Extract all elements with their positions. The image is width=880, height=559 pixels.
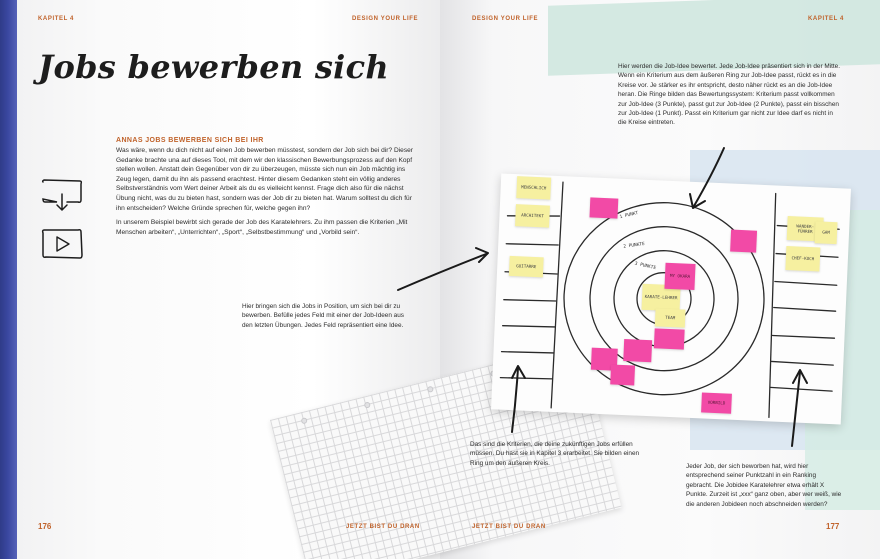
footer-run-right: JETZT BIST DU DRAN: [472, 524, 546, 530]
page-number-right: 177: [826, 522, 840, 531]
sticky-note-criterion: MY OKARA: [664, 263, 695, 290]
section-heading: ANNAS JOBS BEWERBEN SICH BEI IHR: [116, 137, 264, 144]
arrow-to-center: [694, 148, 724, 206]
body-paragraph: In unserem Beispiel bewirbt sich gerade der Job des Karatelehrers. Zu ihm passen die Kriterien „Mit Menschen arbeiten“, „Unterrichten“, „Sport“, „Selbstbestimmung“ und „Vorbild sein“.: [116, 219, 408, 236]
footer-run-left: JETZT BIST DU DRAN: [346, 524, 420, 530]
page-title: Jobs bewerben sich: [38, 48, 389, 86]
running-head-chapter-right: KAPITEL 4: [808, 16, 844, 22]
body-paragraph: Was wäre, wenn du dich nicht auf einen Job bewerben müsstest, sondern der Job sich bei dir? Dieser Gedanke brachte una auf dieses Tool, mit dem wir den klassischen Bewerbungsprozess auf den Kopf stellen wollen. Anstatt dein Gegenüber von dir zu überzeugen, müsste sich nun ein Job mächtig ins Zeug legen, damit du ihn als passend erachtest. Hinter diesem Gedanken steht ein völlig anderes Selbstverständnis vom Wert deiner Arbeit als du es vielleicht kennst. Frage dich also für die nächst Übung nicht, was du zu bieten hast, sondern was der Job dir zu bieten hat. Warum solltest du dich für ihn entscheiden? Welche Gründe sprechen für, welche gegen ihn?: [116, 147, 413, 212]
ring-label: 3 PUNKTE: [634, 261, 657, 272]
sticky-note-job: WANDER-FÜHRER: [787, 216, 824, 242]
caption-ranking: Jeder Job, der sich beworben hat, wird hier entsprechend seiner Punktzahl in ein Ranking gebracht. Die Jobidee Karatelehrer etwa erhält X Punkte. Zurzeit ist „xxx“ ganz oben, aber wer weiß, wie die anderen Jobideen noch abschneiden werden?: [686, 463, 842, 508]
running-head-chapter-left: KAPITEL 4: [38, 16, 74, 22]
sticky-note-job: CHEF-KOCH: [785, 246, 820, 271]
sticky-note-criterion: TEAM: [655, 308, 686, 327]
sticky-note-criterion: VORBILD: [701, 392, 732, 413]
caption-criteria: Das sind die Kriterien, die deine zukünftigen Jobs erfüllen müssen. Du hast sie in Kapitel 3 erarbeitet. Sie bilden einen Ring um den äußeren Kreis.: [470, 441, 640, 467]
arrow-to-left-column: [398, 254, 486, 290]
sticky-note-job: GAM: [815, 221, 838, 244]
sticky-note-criterion: ARCHITEKT: [515, 204, 550, 227]
sticky-note-criterion: GUITARRE: [509, 256, 544, 277]
sticky-note-job-idea: KARATE-LEHRER: [642, 284, 681, 312]
caption-evaluation: Hier werden die Job-Idee bewertet. Jede Job-Idee präsentiert sich in der Mitte. Wenn ein Kriterium aus dem äußeren Ring zur Job-Idee passt, rückt es in die Kreise vor. Je stärker es ihr entspricht, desto näher rückt es an die Job-Idee heran. Die Ringe bilden das Bewertungssystem: Kriterium passt vollkommen zur Job-Idee (3 Punkte), passt gut zur Job-Idee (2 Punkte), passt ein bisschen zur Job-Idee (1 Punkt). Passt ein Kriterium gar nicht zur Idee darf es nicht in die Kreise eintreten.: [618, 63, 841, 127]
ring-label: 2 PUNKTE: [623, 241, 646, 250]
caption-positions: Hier bringen sich die Jobs in Position, um sich bei dir zu bewerben. Befülle jedes Feld mit einer der Job-Ideen aus den letzten Übungen. Jedes Feld repräsentiert eine Idee.: [242, 303, 404, 329]
ring-label: 1 PUNKT: [619, 210, 639, 221]
sticky-note-criterion: MENSCHLICH: [516, 176, 551, 199]
running-head-book-left: DESIGN YOUR LIFE: [352, 16, 419, 22]
page-number-left: 176: [38, 522, 52, 531]
running-head-book-right: DESIGN YOUR LIFE: [472, 16, 539, 22]
